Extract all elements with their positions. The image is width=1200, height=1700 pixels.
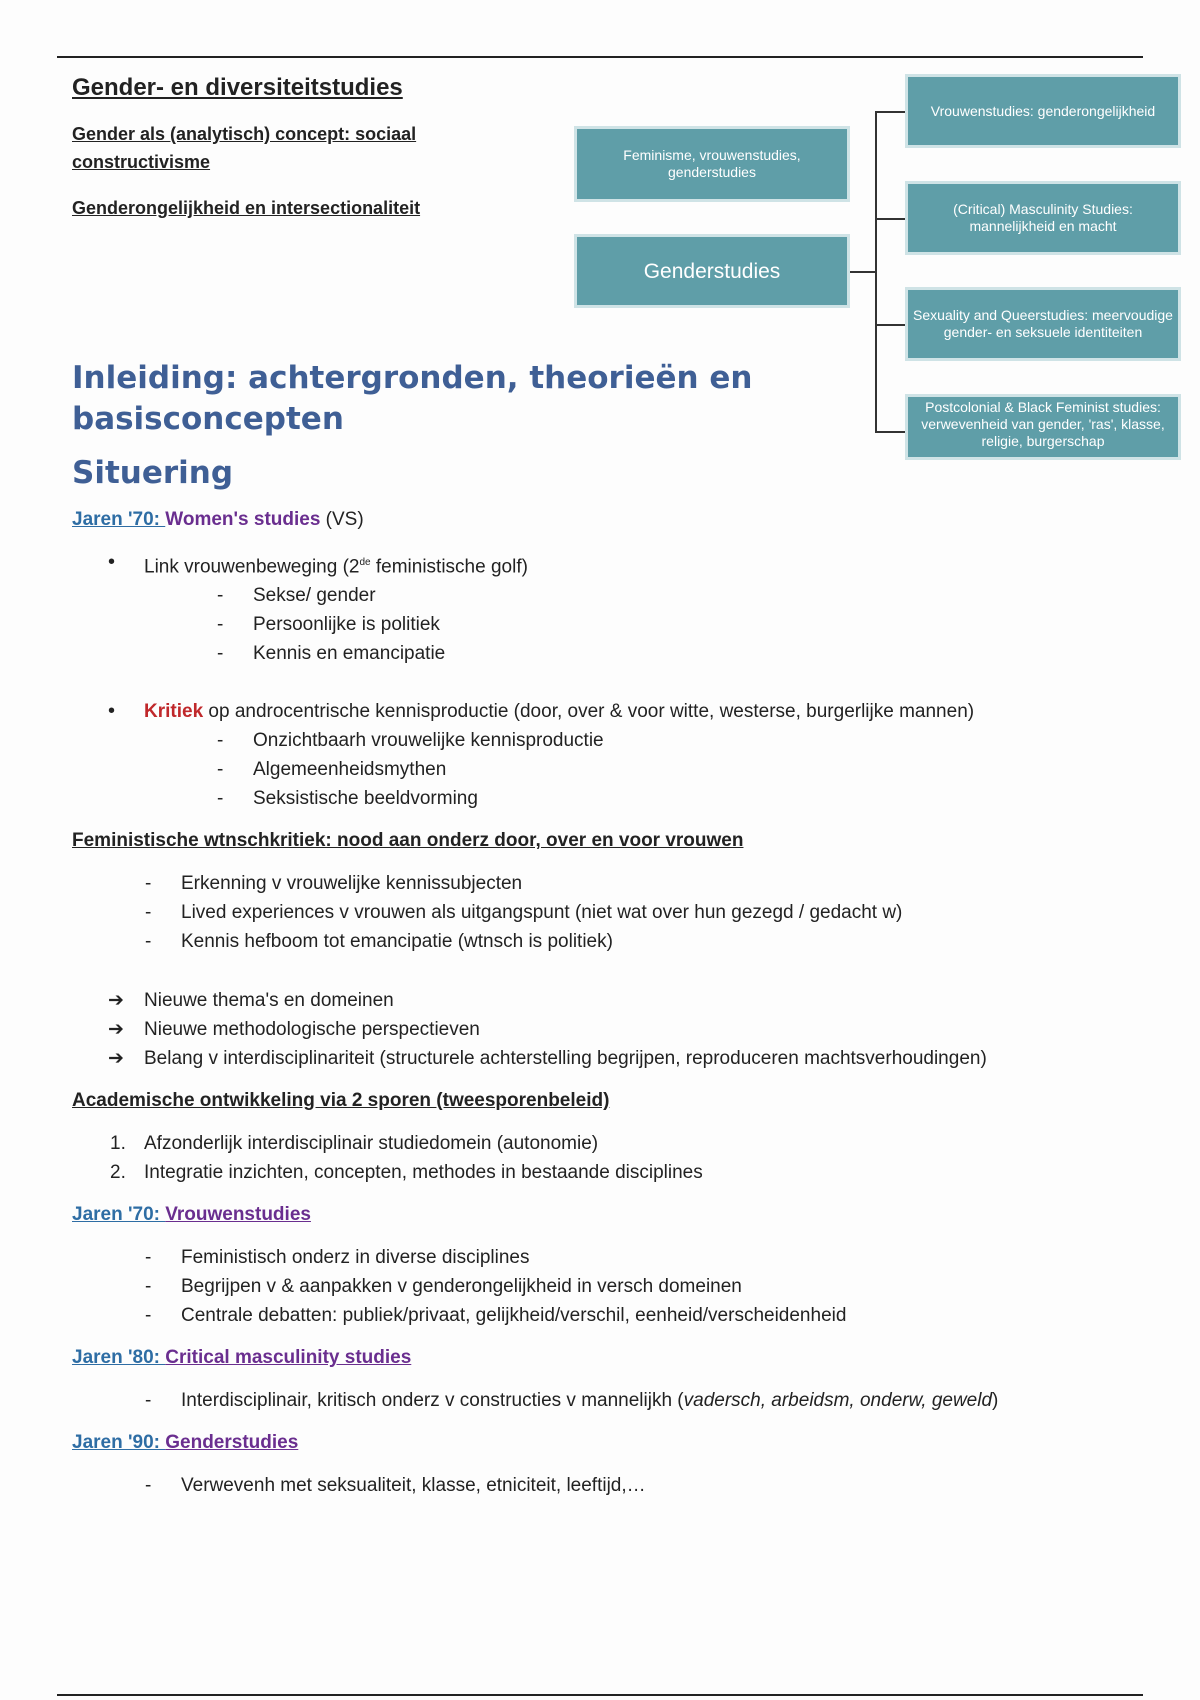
heading-inleiding: Inleiding: achtergronden, theorieën en basisconcepten bbox=[72, 360, 753, 437]
list-item: ➔ Belang v interdisciplinariteit (structurele achterstelling begrijpen, reproduceren machtsverhoudingen) bbox=[72, 1044, 1132, 1073]
period-90-genderstudies: Jaren '90: Genderstudies bbox=[72, 1432, 299, 1454]
feminist-critique-heading: Feministische wtnschkritiek: nood aan onderz door, over en voor vrouwen bbox=[72, 830, 744, 852]
list-item: - Lived experiences v vrouwen als uitgangspunt (niet wat over hun gezegd / gedacht w) bbox=[72, 898, 1132, 927]
heading-situering: Situering bbox=[72, 455, 234, 491]
document-header bbox=[72, 74, 552, 240]
connector-branch-2 bbox=[875, 218, 905, 220]
list-item: 2. Integratie inzichten, concepten, methodes in bestaande disciplines bbox=[110, 1162, 703, 1184]
list-item: - Erkenning v vrouwelijke kennissubjecten bbox=[72, 869, 1132, 898]
genderstudies-list bbox=[72, 1471, 1132, 1500]
diagram-box-feminism: Feminisme, vrouwenstudies, genderstudies bbox=[574, 126, 850, 202]
period-70-womens-studies: Jaren '70: Women's studies (VS) bbox=[72, 509, 364, 530]
academic-list bbox=[72, 1129, 1132, 1187]
masculinity-list bbox=[72, 1386, 1132, 1415]
list-item: - Onzichtbaarh vrouwelijke kennisproductie bbox=[144, 726, 1132, 755]
period-70-vrouwenstudies: Jaren '70: Vrouwenstudies bbox=[72, 1204, 311, 1226]
womens-studies-list bbox=[72, 548, 1132, 813]
connector-horizontal-center bbox=[850, 271, 876, 273]
list-item: ➔ Nieuwe thema's en domeinen bbox=[72, 986, 1132, 1015]
top-rule bbox=[57, 56, 1143, 58]
list-item: - Persoonlijke is politiek bbox=[144, 610, 1132, 639]
diagram-box-vrouwenstudies: Vrouwenstudies: genderongelijkheid bbox=[905, 74, 1181, 148]
list-item: - Kennis en emancipatie bbox=[144, 639, 1132, 668]
consequences-list bbox=[72, 986, 1132, 1073]
academic-heading: Academische ontwikkeling via 2 sporen (tweesporenbeleid) bbox=[72, 1090, 610, 1112]
list-item: - Centrale debatten: publiek/privaat, gelijkheid/verschil, eenheid/verscheidenheid bbox=[72, 1301, 1132, 1330]
critique-keyword: Kritiek bbox=[144, 701, 204, 723]
diagram-box-postcolonial: Postcolonial & Black Feminist studies: verwevenheid van gender, 'ras', klasse, religie, burgerschap bbox=[905, 394, 1181, 460]
vrouwenstudies-list bbox=[72, 1243, 1132, 1330]
list-item: - Begrijpen v & aanpakken v genderongelijkheid in versch domeinen bbox=[72, 1272, 1132, 1301]
list-item: - Kennis hefboom tot emancipatie (wtnsch is politiek) bbox=[72, 927, 1132, 956]
list-item: - Sekse/ gender bbox=[144, 581, 1132, 610]
main-content bbox=[72, 506, 1132, 1500]
list-item: • Link vrouwenbeweging (2de feministische golf) - Sekse/ gender - Persoonlijke is politiek - Kennis en emancipatie bbox=[72, 548, 1132, 668]
list-item: • Kritiek op androcentrische kennisproductie (door, over & voor witte, westerse, burgerlijke mannen) - Onzichtbaarh vrouwelijke kennisproductie - Algemeenheidsmythen - Seksistische beeldvorming bbox=[72, 697, 1132, 813]
list-item: - Seksistische beeldvorming bbox=[144, 784, 1132, 813]
list-item: 1. Afzonderlijk interdisciplinair studiedomein (autonomie) bbox=[110, 1133, 599, 1155]
connector-branch-3 bbox=[875, 324, 905, 326]
list-item: - Interdisciplinair, kritisch onderz v constructies v mannelijkh (vadersch, arbeidsm, onderw, geweld) bbox=[72, 1386, 1132, 1415]
subtitle-constructivism: Gender als (analytisch) concept: sociaal constructivisme bbox=[72, 124, 417, 172]
diagram-box-queer: Sexuality and Queerstudies: meervoudige gender- en seksuele identiteiten bbox=[905, 287, 1181, 361]
list-item: - Algemeenheidsmythen bbox=[144, 755, 1132, 784]
list-item: - Feministisch onderz in diverse disciplines bbox=[72, 1243, 1132, 1272]
bottom-rule bbox=[57, 1694, 1143, 1696]
list-item: - Verwevenh met seksualiteit, klasse, etniciteit, leeftijd,… bbox=[72, 1471, 1132, 1500]
feminist-critique-list bbox=[72, 869, 1132, 956]
period-80-masculinity: Jaren '80: Critical masculinity studies bbox=[72, 1347, 412, 1369]
period-topic: Women's studies bbox=[165, 509, 321, 530]
subtitle-inequality: Genderongelijkheid en intersectionaliteit bbox=[72, 198, 421, 218]
document-title: Gender- en diversiteitstudies bbox=[72, 74, 403, 101]
diagram-box-masculinity: (Critical) Masculinity Studies: mannelijkheid en macht bbox=[905, 181, 1181, 255]
connector-vertical bbox=[875, 111, 877, 432]
list-item: ➔ Nieuwe methodologische perspectieven bbox=[72, 1015, 1132, 1044]
connector-branch-1 bbox=[875, 111, 905, 113]
period-label: Jaren '70: bbox=[72, 509, 166, 530]
diagram-box-genderstudies: Genderstudies bbox=[574, 234, 850, 308]
connector-branch-4 bbox=[875, 431, 905, 433]
